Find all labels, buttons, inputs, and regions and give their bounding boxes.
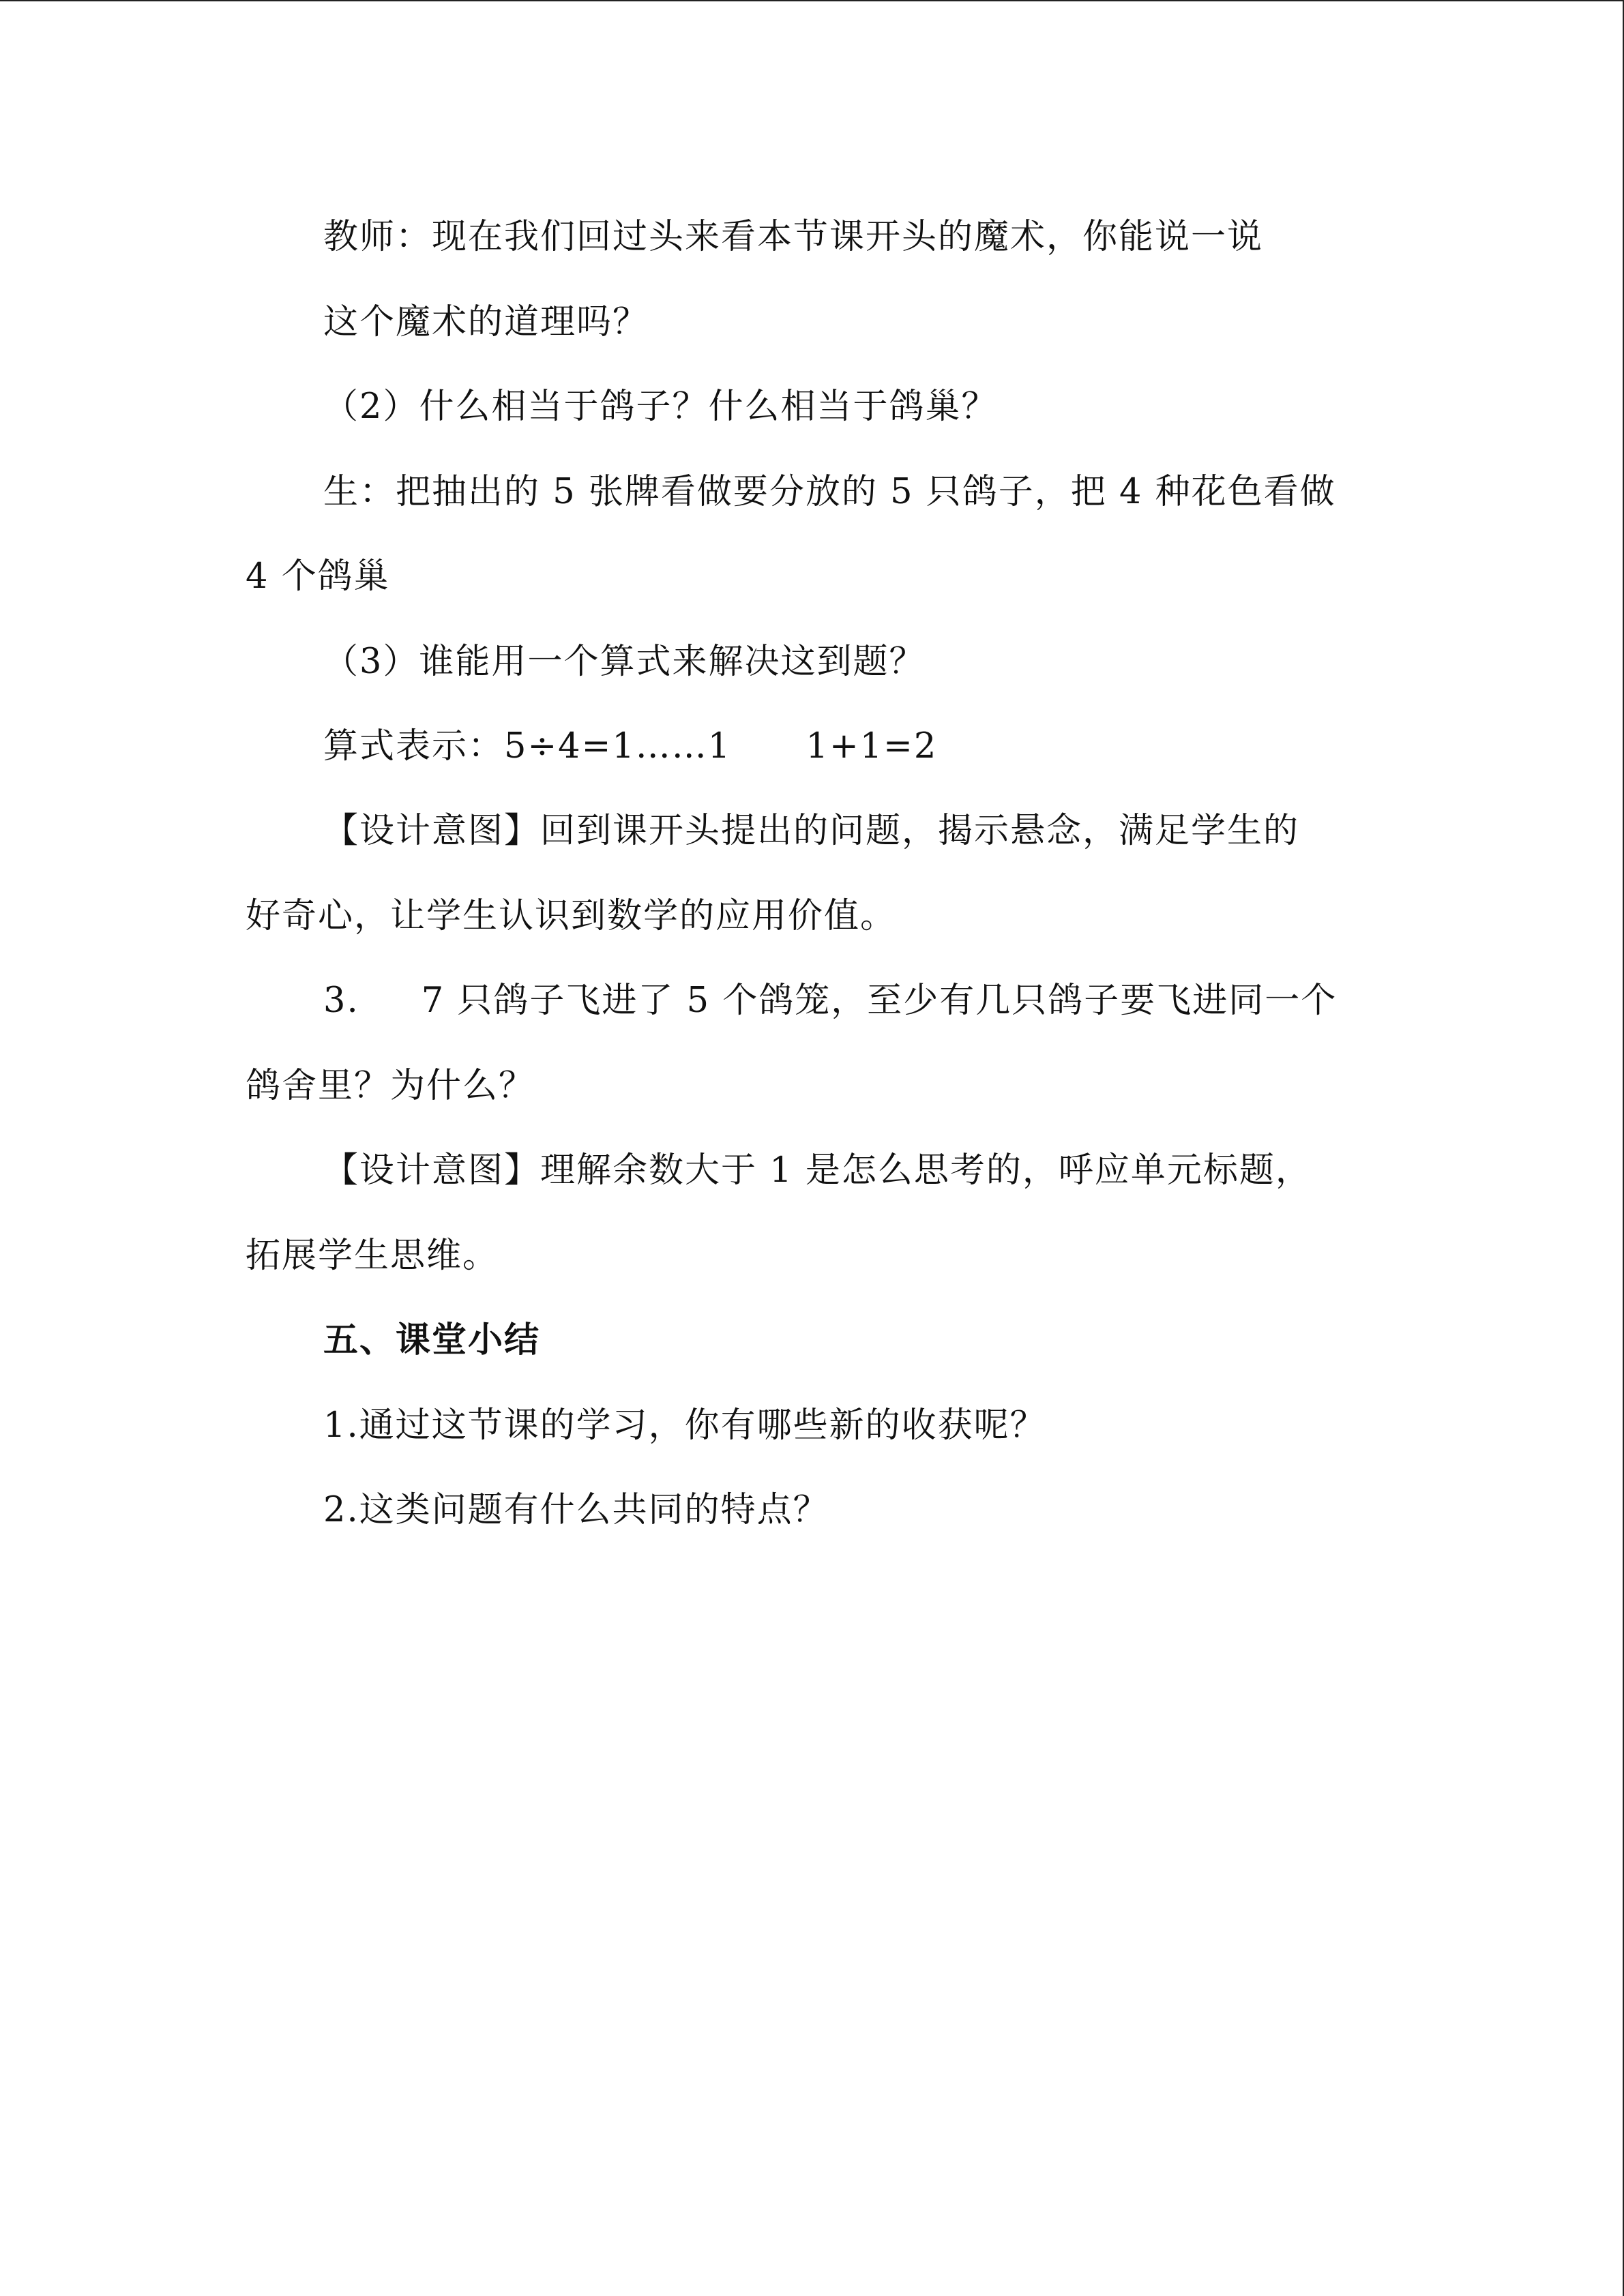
- student-answer-line-1: 生：把抽出的 5 张牌看做要分放的 5 只鸽子，把 4 种花色看做: [323, 472, 1336, 512]
- exercise-3-line-1: 3. 7 只鸽子飞进了 5 个鸽笼，至少有几只鸽子要飞进同一个: [323, 981, 1338, 1021]
- question-2: （2）什么相当于鸽子？什么相当于鸽巢？: [323, 387, 998, 427]
- exercise-3-line-2: 鸽舍里？为什么？: [246, 1066, 535, 1106]
- question-3: （3）谁能用一个算式来解决这到题？: [323, 642, 926, 682]
- formula-line: 算式表示：5÷4=1……1 1+1=2: [323, 726, 938, 766]
- design-intent-1-line-2: 好奇心，让学生认识到数学的应用价值。: [246, 896, 897, 936]
- summary-item-2: 2.这类问题有什么共同的特点？: [323, 1490, 829, 1530]
- design-intent-2-line-2: 拓展学生思维。: [246, 1236, 499, 1276]
- teacher-question-line-2: 这个魔术的道理吗？: [323, 302, 649, 342]
- section-heading-summary: 五、课堂小结: [323, 1320, 541, 1360]
- student-answer-line-2: 4 个鸽巢: [246, 556, 390, 597]
- summary-item-1: 1.通过这节课的学习，你有哪些新的收获呢？: [323, 1405, 1046, 1446]
- teacher-question-line-1: 教师：现在我们回过头来看本节课开头的魔术，你能说一说: [323, 217, 1264, 257]
- design-intent-2-line-1: 【设计意图】理解余数大于 1 是怎么思考的，呼应单元标题，: [323, 1150, 1312, 1191]
- design-intent-1-line-1: 【设计意图】回到课开头提出的问题，揭示悬念，满足学生的: [323, 811, 1300, 851]
